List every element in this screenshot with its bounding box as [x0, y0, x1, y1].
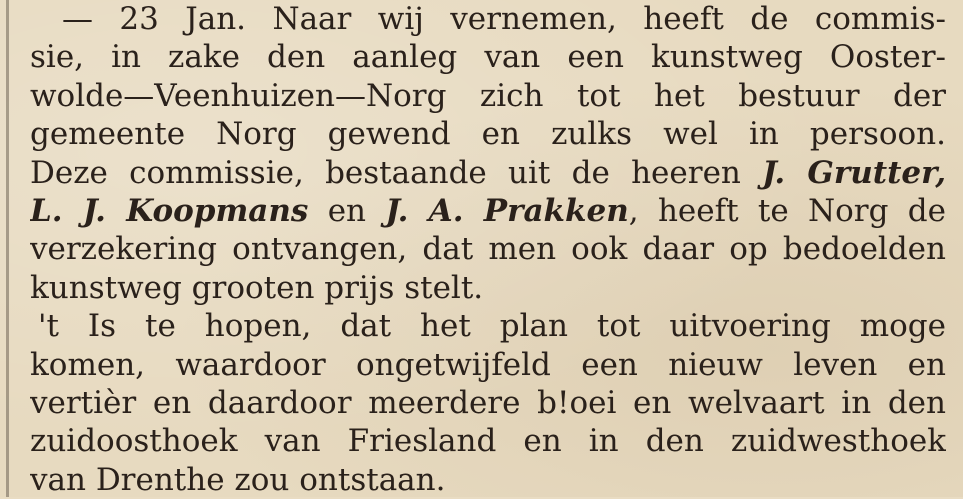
article-line — [30, 192, 946, 230]
article-line: zuidoosthoek van Friesland en in den zuidwesthoek — [30, 423, 946, 460]
article-line: — 23 Jan. Naar wij vernemen, heeft de commis- — [62, 1, 946, 37]
article-line: kunstweg grooten prijs stelt. — [30, 269, 484, 306]
article-line — [30, 154, 946, 192]
person-name: J. A. Prakken — [385, 192, 629, 229]
article-line: komen, waardoor ongetwijfeld een nieuw leven en — [30, 346, 946, 383]
article-text: Deze commissie, bestaande uit de heeren — [30, 154, 763, 191]
article-line: verzekering ontvangen, dat men ook daar op bedoelden — [30, 231, 946, 268]
column-rule — [6, 0, 9, 497]
news-article — [30, 0, 946, 499]
person-name: J. Grutter, — [762, 154, 946, 191]
article-line: vertièr en daardoor meerdere b!oei en welvaart in den — [30, 384, 946, 421]
article-line: gemeente Norg gewend en zulks wel in persoon. — [30, 116, 946, 153]
article-line: wolde—Veenhuizen—Norg zich tot het bestuur der — [30, 77, 946, 114]
article-line: sie, in zake den aanleg van een kunstweg Ooster- — [30, 39, 946, 76]
article-line: 't Is te hopen, dat het plan tot uitvoering moge — [38, 308, 946, 345]
person-name: L. J. Koopmans — [30, 192, 309, 229]
article-text: en — [308, 192, 386, 229]
article-text: , heeft te Norg de — [628, 192, 946, 229]
article-line: van Drenthe zou ontstaan. — [30, 461, 446, 498]
